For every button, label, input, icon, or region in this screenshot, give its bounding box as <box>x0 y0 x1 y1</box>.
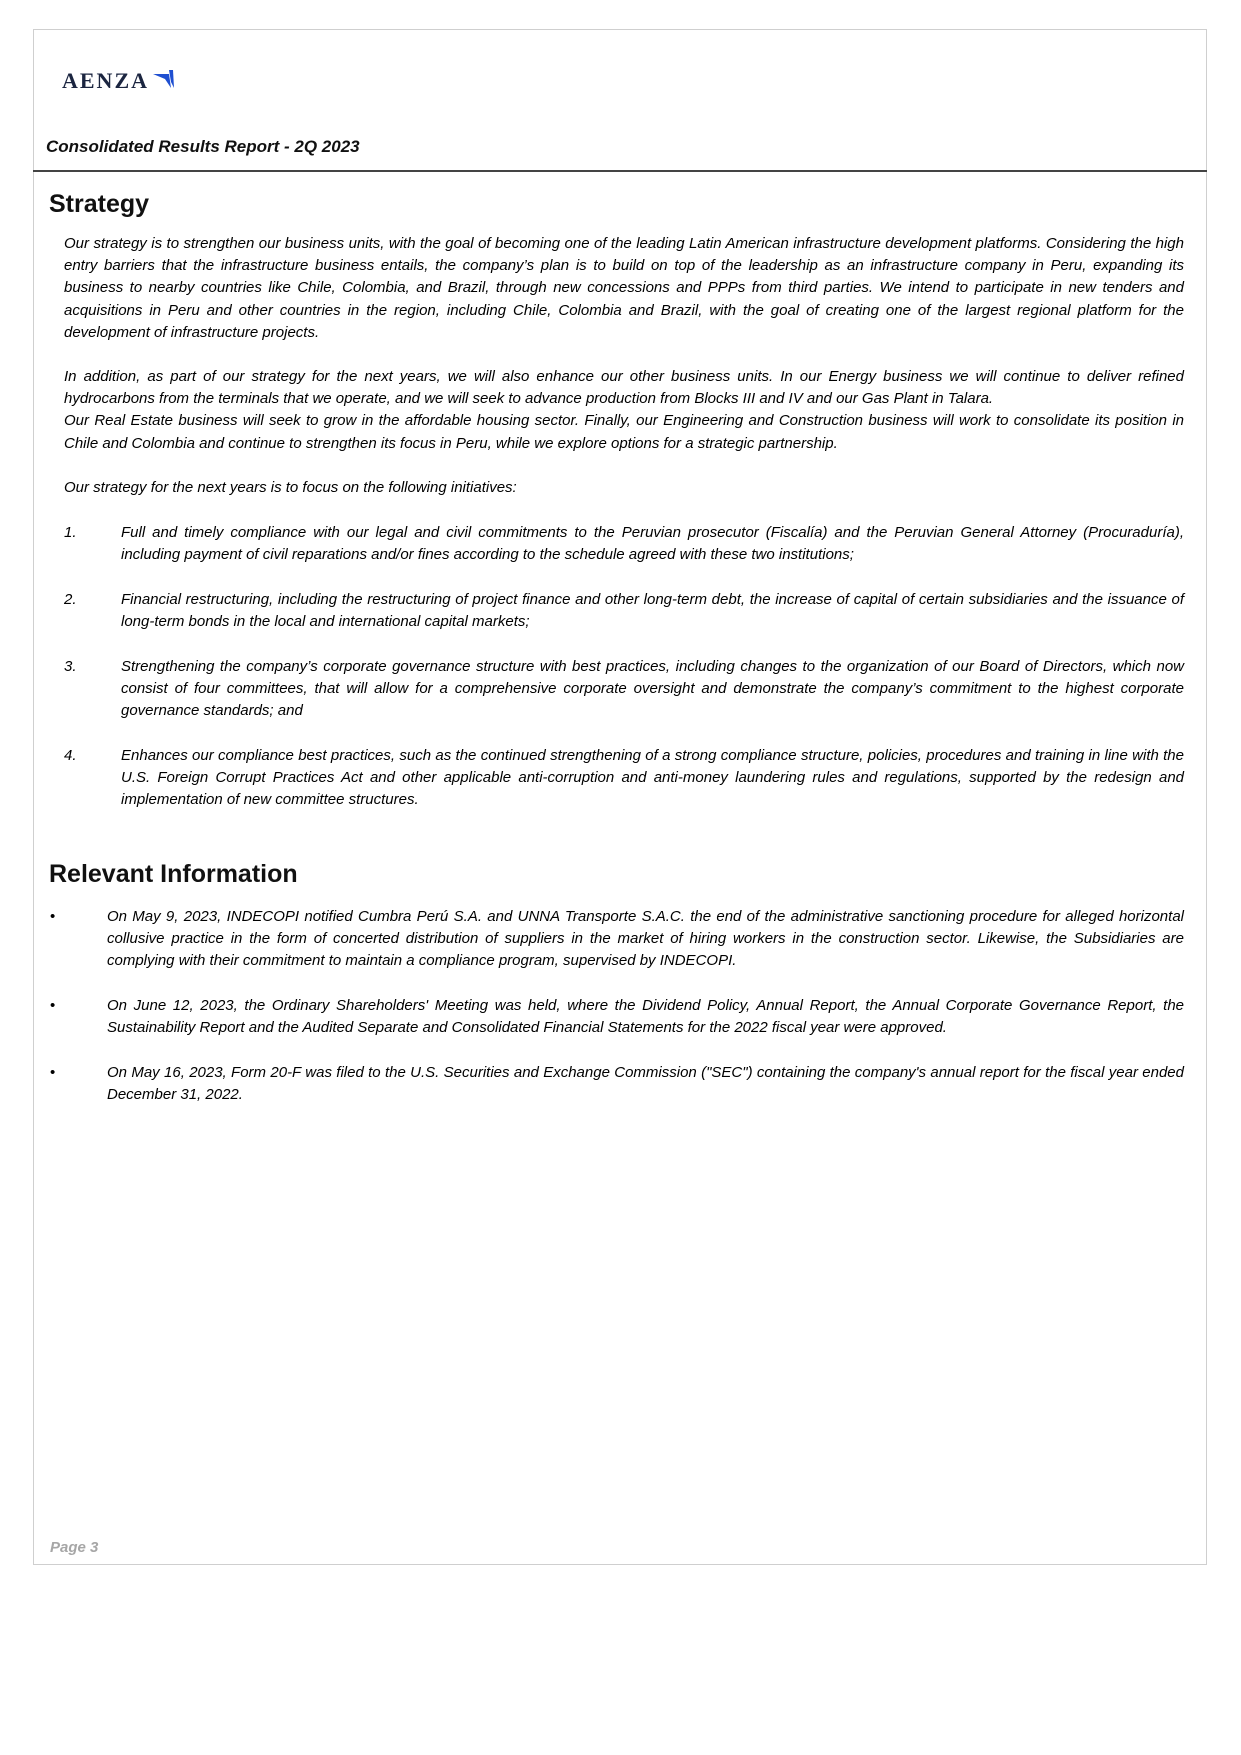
report-title: Consolidated Results Report - 2Q 2023 <box>46 137 360 156</box>
strategy-paragraph: Our strategy is to strengthen our business units, with the goal of becoming one of the leading Latin American infrastructure development platforms. Considering the high entry barriers that the infrastructure business entails, the company’s plan is to build on top of the leadership as an infrastructure company in Peru, expanding its business to nearby countries like Chile, Colombia, and Brazil, through new concessions and PPPs from third parties. We intend to participate in new tenders and acquisitions in Peru and other countries in the region, including Chile, Colombia and Brazil, with the goal of creating one of the largest regional platform for the development of infrastructure projects. <box>64 235 1184 341</box>
company-logo <box>62 66 175 96</box>
initiative-text: Full and timely compliance with our legal and civil commitments to the Peruvian prosecutor (Fiscalía) and the Peruvian General Attorney (Procuraduría), including payment of civil reparations and/or fines according to the schedule agreed with these two institutions; <box>121 524 1184 564</box>
header-divider <box>33 170 1207 172</box>
information-text: On May 9, 2023, INDECOPI notified Cumbra Perú S.A. and UNNA Transporte S.A.C. the end of the administrative sanctioning procedure for alleged horizontal collusive practice in the form of concerted distribution of suppliers in the market of hiring workers in the construction sector. Likewise, the Subsidiaries are complying with their commitment to maintain a compliance program, supervised by INDECOPI. <box>107 908 1184 970</box>
bullet-icon: • <box>50 908 56 925</box>
initiative-number: 3. <box>64 658 77 675</box>
strategy-paragraph: Our strategy for the next years is to focus on the following initiatives: <box>64 478 517 496</box>
initiative-number: 1. <box>64 524 77 541</box>
strategy-paragraph: Our Real Estate business will seek to grow in the affordable housing sector. Finally, our Engineering and Construction business will work to consolidate its position in Chile and Colombia and continue to strengthen its focus in Peru, while we explore options for a strategic partnership. <box>64 412 1184 452</box>
strategy-intro <box>64 233 1184 499</box>
initiative-number: 2. <box>64 591 77 608</box>
page-number: Page 3 <box>50 1539 99 1556</box>
initiative-text: Enhances our compliance best practices, such as the continued strengthening of a strong compliance structure, policies, procedures and training in line with the U.S. Foreign Corrupt Practices Act and other applicable anti-corruption and anti-money laundering rules and regulations, supported by the redesign and implementation of new committee structures. <box>121 747 1184 809</box>
bullet-icon: • <box>50 997 56 1014</box>
logo-text: AENZA <box>62 68 150 93</box>
initiative-text: Strengthening the company’s corporate governance structure with best practices, including changes to the organization of our Board of Directors, which now consist of four committees, that will allow for a comprehensive corporate oversight and demonstrate the company’s commitment to the highest corporate governance standards; and <box>121 658 1184 720</box>
logo-mark-icon <box>151 68 175 94</box>
initiative-number: 4. <box>64 747 77 764</box>
strategy-paragraph: In addition, as part of our strategy for the next years, we will also enhance our other business units. In our Energy business we will continue to deliver refined hydrocarbons from the terminals that we operate, and we will seek to advance production from Blocks III and IV and our Gas Plant in Talara. <box>64 368 1184 408</box>
information-text: On June 12, 2023, the Ordinary Shareholders' Meeting was held, where the Dividend Policy, Annual Report, the Annual Corporate Governance Report, the Sustainability Report and the Audited Separate and Consolidated Financial Statements for the 2022 fiscal year were approved. <box>107 997 1184 1037</box>
strategy-heading: Strategy <box>49 190 150 218</box>
relevant-information-heading: Relevant Information <box>49 860 298 888</box>
bullet-icon: • <box>50 1064 56 1081</box>
initiative-text: Financial restructuring, including the restructuring of project finance and other long-term debt, the increase of capital of certain subsidiaries and the issuance of long-term bonds in the local and international capital markets; <box>121 591 1184 631</box>
information-text: On May 16, 2023, Form 20-F was filed to the U.S. Securities and Exchange Commission ("SEC") containing the company's annual report for the fiscal year ended December 31, 2022. <box>107 1064 1184 1104</box>
